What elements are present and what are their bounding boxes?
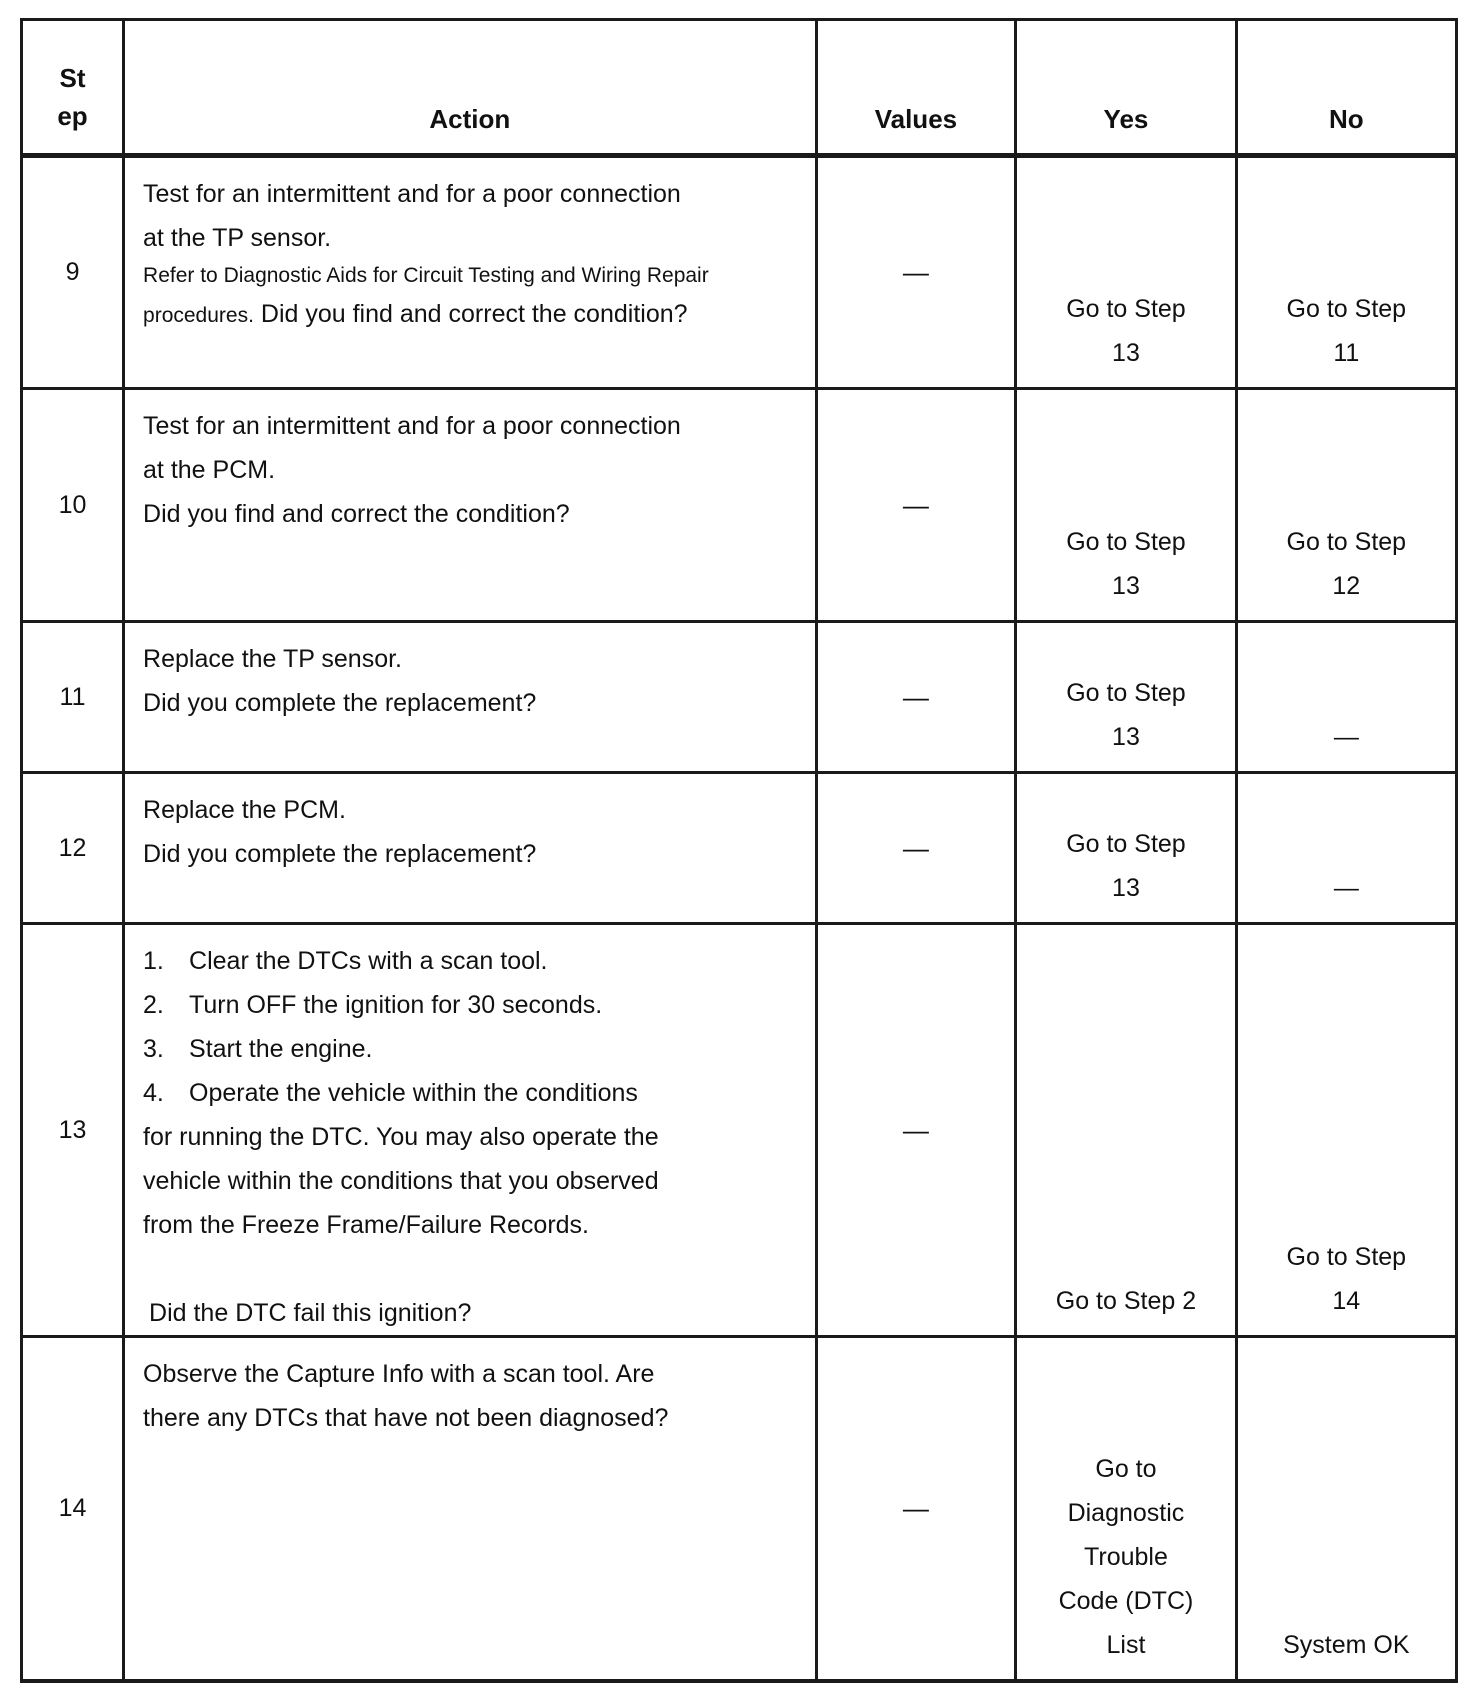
step-number: 10: [22, 389, 124, 622]
action-cell: Replace the PCM. Did you complete the replacement?: [124, 773, 817, 924]
yes-cell: Go to Diagnostic Trouble Code (DTC) List: [1016, 1337, 1236, 1682]
list-item: 1. Clear the DTCs with a scan tool.: [143, 947, 548, 975]
header-action: Action: [124, 20, 817, 156]
header-yes: Yes: [1016, 20, 1236, 156]
header-step: St ep: [22, 20, 124, 156]
values-cell: —: [816, 924, 1016, 1337]
table-row: [22, 1337, 1457, 1682]
list-item: 3. Start the engine.: [143, 1035, 373, 1063]
values-cell: —: [816, 773, 1016, 924]
list-item: 2. Turn OFF the ignition for 30 seconds.: [143, 991, 603, 1019]
step-number: 14: [22, 1337, 124, 1682]
table-row: [22, 773, 1457, 924]
step-number: 12: [22, 773, 124, 924]
no-cell: Go to Step 14: [1236, 924, 1456, 1337]
header-no: No: [1236, 20, 1456, 156]
step-number: 11: [22, 622, 124, 773]
no-cell: —: [1236, 622, 1456, 773]
header-values: Values: [816, 20, 1016, 156]
table-row: [22, 924, 1457, 1337]
values-cell: —: [816, 622, 1016, 773]
action-cell: Observe the Capture Info with a scan tool. Are there any DTCs that have not been diagnosed?: [124, 1337, 817, 1682]
yes-cell: Go to Step 13: [1016, 389, 1236, 622]
step-number: 9: [22, 156, 124, 389]
action-cell: Test for an intermittent and for a poor connection at the TP sensor. Refer to Diagnostic Aids for Circuit Testing and Wiring Repair procedures. Did you find and correct the condition?: [124, 156, 817, 389]
step-number: 13: [22, 924, 124, 1337]
action-cell: Replace the TP sensor. Did you complete the replacement?: [124, 622, 817, 773]
yes-cell: Go to Step 2: [1016, 924, 1236, 1337]
no-cell: Go to Step 12: [1236, 389, 1456, 622]
action-cell: Test for an intermittent and for a poor connection at the PCM. Did you find and correct the condition?: [124, 389, 817, 622]
diagnostic-table: [20, 18, 1458, 1683]
yes-cell: Go to Step 13: [1016, 773, 1236, 924]
header-row: [22, 20, 1457, 156]
no-cell: —: [1236, 773, 1456, 924]
no-cell: System OK: [1236, 1337, 1456, 1682]
values-cell: —: [816, 1337, 1016, 1682]
table-row: [22, 622, 1457, 773]
values-cell: —: [816, 156, 1016, 389]
yes-cell: Go to Step 13: [1016, 156, 1236, 389]
table-row: [22, 156, 1457, 389]
values-cell: —: [816, 389, 1016, 622]
list-item: 4. Operate the vehicle within the conditions: [143, 1079, 638, 1107]
table-row: [22, 389, 1457, 622]
yes-cell: Go to Step 13: [1016, 622, 1236, 773]
action-question: Did the DTC fail this ignition?: [149, 1299, 472, 1327]
action-cell: 1. Clear the DTCs with a scan tool. 2. Turn OFF the ignition for 30 seconds. 3. Start the engine. 4. Operate the vehicle within the conditions for running the DTC. You may also operate the vehicle within the conditions that you observed from the Freeze Frame/Failure Records. Did the DTC fail this ignition?: [124, 924, 817, 1337]
no-cell: Go to Step 11: [1236, 156, 1456, 389]
